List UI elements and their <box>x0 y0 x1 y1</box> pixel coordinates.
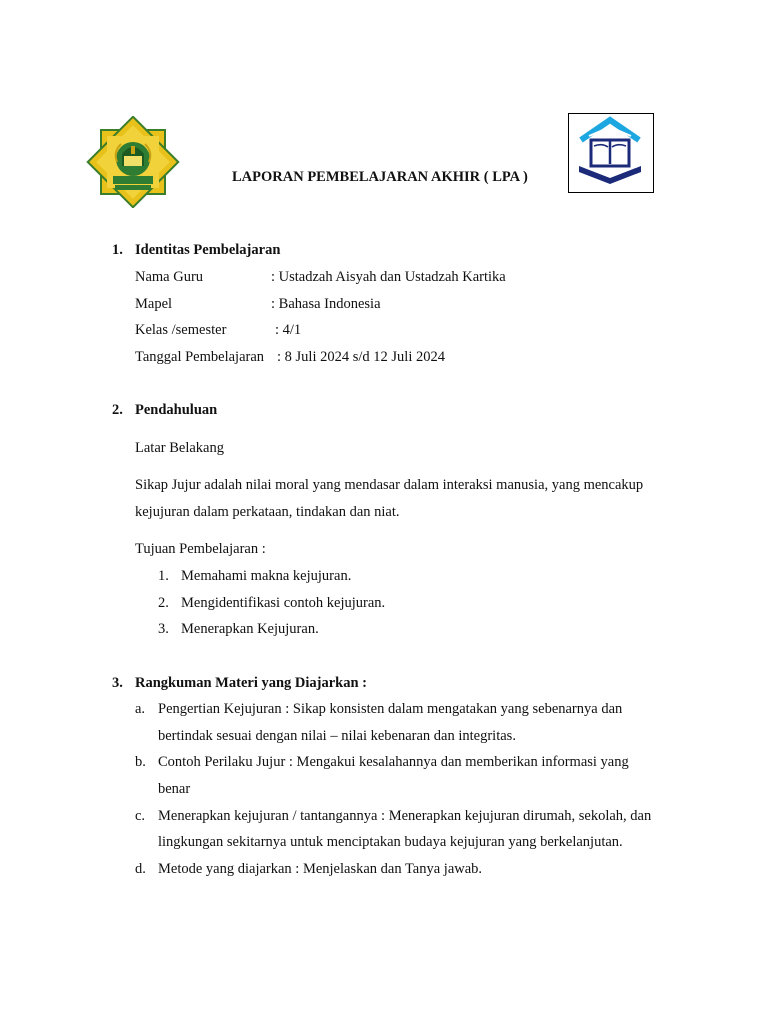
list-item-number: 3. <box>158 621 169 637</box>
school-emblem-logo <box>86 116 180 208</box>
list-item-line: lingkungan sekitarnya untuk menciptakan budaya kejujuran yang berkelanjutan. <box>158 834 623 850</box>
list-item-line: benar <box>158 781 191 797</box>
list-item-number: 2. <box>158 595 169 611</box>
section-heading-pendahuluan: Pendahuluan <box>135 402 218 418</box>
list-item-letter: a. <box>135 701 146 717</box>
book-emblem-logo <box>568 113 654 193</box>
field-value-nama-guru: : Ustadzah Aisyah dan Ustadzah Kartika <box>271 269 506 285</box>
field-label-mapel: Mapel <box>135 296 173 312</box>
list-item-line: Contoh Perilaku Jujur : Mengakui kesalahannya dan memberikan informasi yang <box>158 754 629 770</box>
list-item-line: Metode yang diajarkan : Menjelaskan dan Tanya jawab. <box>158 861 483 877</box>
field-value-tanggal: : 8 Juli 2024 s/d 12 Juli 2024 <box>277 349 445 365</box>
paragraph-line: Sikap Jujur adalah nilai moral yang mendasar dalam interaksi manusia, yang mencakup <box>135 477 644 493</box>
list-item: Menerapkan Kejujuran. <box>181 621 319 637</box>
list-item-letter: d. <box>135 861 146 877</box>
list-item-letter: b. <box>135 754 146 770</box>
list-item-line: Menerapkan kejujuran / tantangannya : Menerapkan kejujuran dirumah, sekolah, dan <box>158 808 652 824</box>
subheading-latar-belakang: Latar Belakang <box>135 440 224 456</box>
field-label-kelas: Kelas /semester <box>135 322 227 338</box>
paragraph-line: kejujuran dalam perkataan, tindakan dan niat. <box>135 504 400 520</box>
field-label-nama-guru: Nama Guru <box>135 269 204 285</box>
section-heading-rangkuman: Rangkuman Materi yang Diajarkan : <box>135 675 368 691</box>
document-title: LAPORAN PEMBELAJARAN AKHIR ( LPA ) <box>232 169 528 185</box>
list-item-line: bertindak sesuai dengan nilai – nilai kebenaran dan integritas. <box>158 728 516 744</box>
list-item-letter: c. <box>135 808 146 824</box>
list-item-line: Pengertian Kejujuran : Sikap konsisten dalam mengatakan yang sebenarnya dan <box>158 701 623 717</box>
list-item: Mengidentifikasi contoh kejujuran. <box>181 595 386 611</box>
section-number: 1. <box>112 242 123 258</box>
list-item-number: 1. <box>158 568 169 584</box>
tujuan-label: Tujuan Pembelajaran : <box>135 541 266 557</box>
field-value-kelas: : 4/1 <box>275 322 302 338</box>
list-item: Memahami makna kejujuran. <box>181 568 352 584</box>
section-heading-identitas: Identitas Pembelajaran <box>135 242 281 258</box>
section-number: 2. <box>112 402 123 418</box>
field-value-mapel: : Bahasa Indonesia <box>271 296 381 312</box>
field-label-tanggal: Tanggal Pembelajaran <box>135 349 265 365</box>
section-number: 3. <box>112 675 123 691</box>
